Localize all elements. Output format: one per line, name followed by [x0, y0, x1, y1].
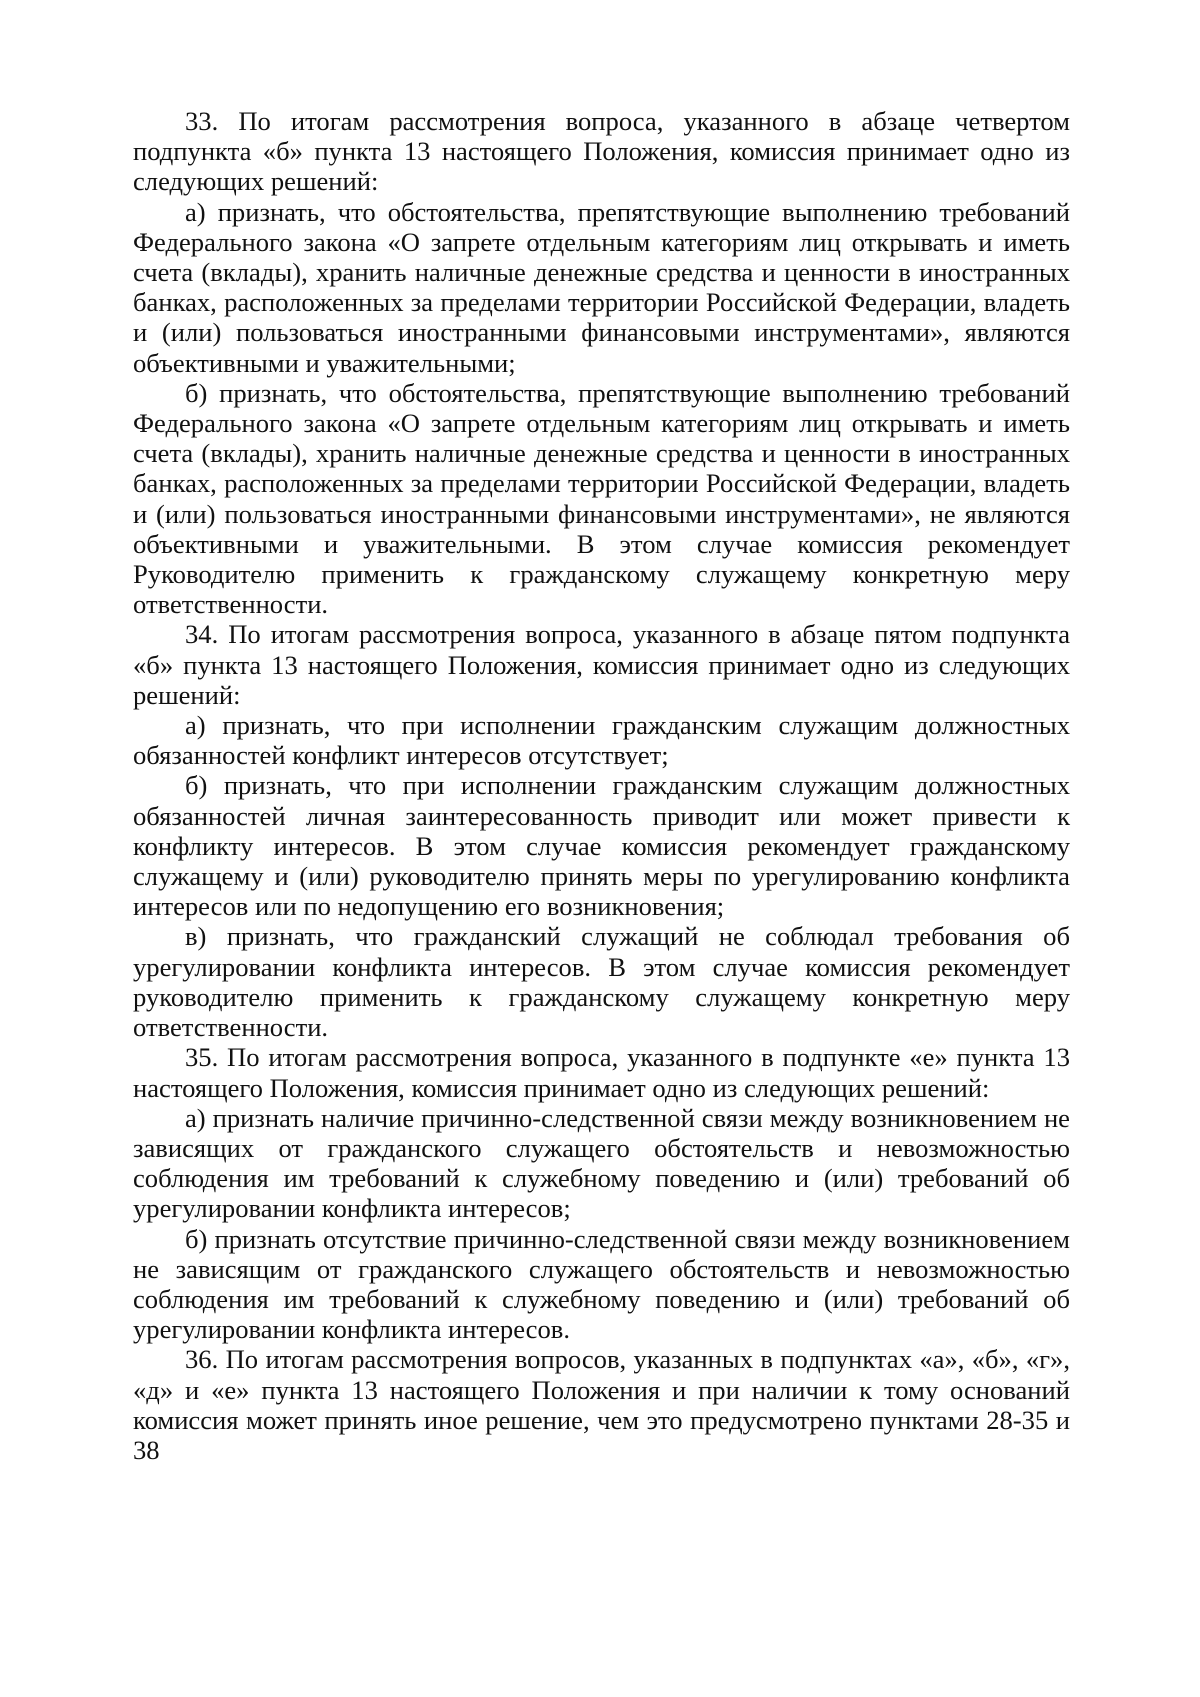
paragraph-34-a: а) признать, что при исполнении гражданским служащим должностных обязанностей конфликт интересов отсутствует;: [133, 710, 1070, 771]
paragraph-33-b: б) признать, что обстоятельства, препятствующие выполнению требований Федерального закона «О запрете отдельным категориям лиц открывать и иметь счета (вклады), хранить наличные денежные средства и ценности в иностранных банках, расположенных за пределами территории Российской Федерации, владеть и (или) пользоваться иностранными финансовыми инструментами», не являются объективными и уважительными. В этом случае комиссия рекомендует Руководителю применить к гражданскому служащему конкретную меру ответственности.: [133, 377, 1070, 620]
paragraph-33: 33. По итогам рассмотрения вопроса, указанного в абзаце четвертом подпункта «б» пункта 13 настоящего Положения, комиссия принимает одно из следующих решений:: [133, 106, 1070, 197]
paragraph-36: 36. По итогам рассмотрения вопросов, указанных в подпунктах «а», «б», «г», «д» и «е» пункта 13 настоящего Положения и при наличии к тому оснований комиссия может принять иное решение, чем это предусмотрено пунктами 28-35 и 38: [133, 1344, 1070, 1465]
paragraph-34-c: в) признать, что гражданский служащий не соблюдал требования об урегулировании конфликта интересов. В этом случае комиссия рекомендует руководителю применить к гражданскому служащему конкретную меру ответственности.: [133, 921, 1070, 1043]
paragraph-34: 34. По итогам рассмотрения вопроса, указанного в абзаце пятом подпункта «б» пункта 13 настоящего Положения, комиссия принимает одно из следующих решений:: [133, 619, 1070, 710]
paragraph-33-a: а) признать, что обстоятельства, препятствующие выполнению требований Федерального закона «О запрете отдельным категориям лиц открывать и иметь счета (вклады), хранить наличные денежные средства и ценности в иностранных банках, расположенных за пределами территории Российской Федерации, владеть и (или) пользоваться иностранными финансовыми инструментами», являются объективными и уважительными;: [133, 196, 1070, 378]
document-body: [133, 106, 1070, 1465]
paragraph-35: 35. По итогам рассмотрения вопроса, указанного в подпункте «е» пункта 13 настоящего Положения, комиссия принимает одно из следующих решений:: [133, 1042, 1070, 1103]
paragraph-34-b: б) признать, что при исполнении гражданским служащим должностных обязанностей личная заинтересованность приводит или может привести к конфликту интересов. В этом случае комиссия рекомендует гражданскому служащему и (или) руководителю принять меры по урегулированию конфликта интересов или по недопущению его возникновения;: [133, 770, 1070, 922]
paragraph-35-b: б) признать отсутствие причинно-следственной связи между возникновением не зависящим от гражданского служащего обстоятельств и невозможностью соблюдения им требований к служебному поведению и (или) требований об урегулировании конфликта интересов.: [133, 1223, 1070, 1345]
paragraph-35-a: а) признать наличие причинно-следственной связи между возникновением не зависящих от гражданского служащего обстоятельств и невозможностью соблюдения им требований к служебному поведению и (или) требований об урегулировании конфликта интересов;: [133, 1102, 1070, 1224]
